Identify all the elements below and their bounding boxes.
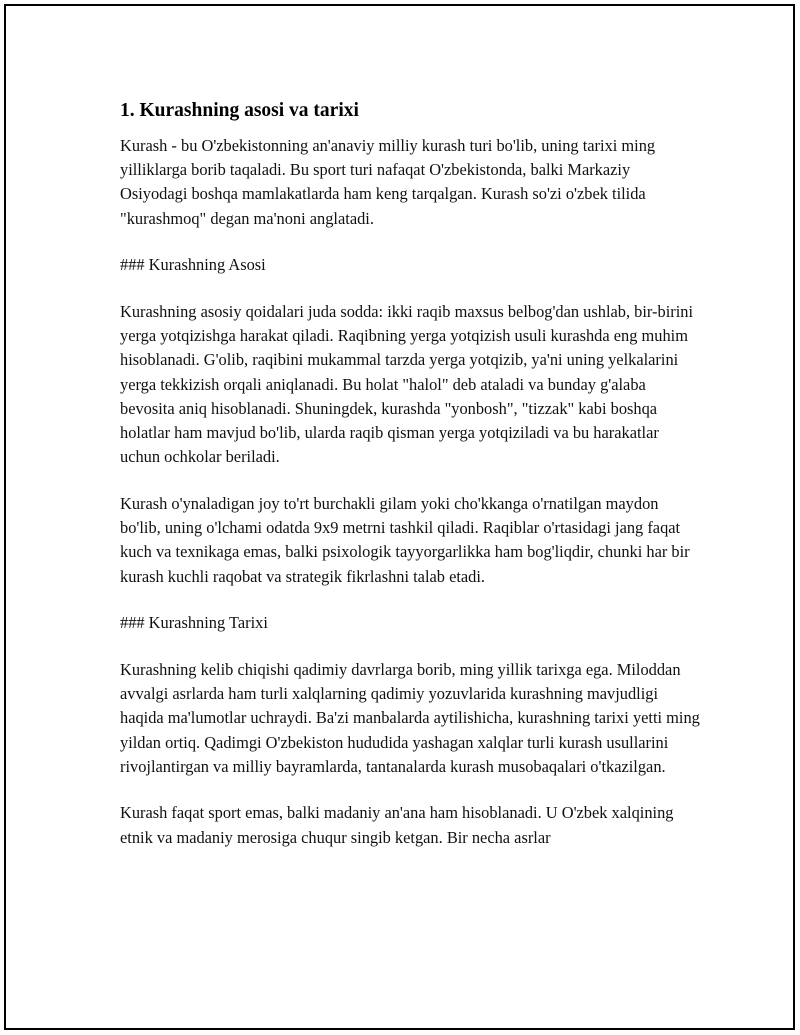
- subheading-asosi: ### Kurashning Asosi: [120, 255, 266, 275]
- paragraph-history: Kurashning kelib chiqishi qadimiy davrlarga borib, ming yillik tarixga ega. Miloddan avvalgi asrlarda ham turli xalqlarning qadimiy yozuvlarida kurashning mavjudligi haqida ma'lumotlar uchraydi. Ba'zi manbalarda aytilishicha, kurashning tarixi yetti ming yildan ortiq. Qadimgi O'zbekiston hududida yashagan xalqlar turli kurash usullarini rivojlantirgan va milliy bayramlarda, tantanalarda kurash musobaqalari o'tkazilgan.: [120, 659, 700, 776]
- paragraph-intro: Kurash - bu O'zbekistonning an'anaviy milliy kurash turi bo'lib, uning tarixi ming yilliklarga borib taqaladi. Bu sport turi nafaqat O'zbekistonda, balki Markaziy Osiyodagi boshqa mamlakatlarda ham keng tarqalgan. Kurash so'zi o'zbek tilida "kurashmoq" degan ma'noni anglatadi.: [120, 136, 656, 228]
- paragraph-arena: Kurash o'ynaladigan joy to'rt burchakli gilam yoki cho'kkanga o'rnatilgan maydon bo'lib, uning o'lchami odatda 9x9 metrni tashkil qiladi. Raqiblar o'rtasidagi jang faqat kuch va texnikaga emas, balki psixologik tayyorgarlikka ham bog'liqdir, chunki har bir kurash kuchli raqobat va strategik fikrlashni talab etadi.: [120, 493, 690, 586]
- page-frame: [4, 4, 795, 1030]
- document-body: [120, 96, 700, 872]
- paragraph-rules: Kurashning asosiy qoidalari juda sodda: ikki raqib maxsus belbog'dan ushlab, bir-birini yerga yotqizishga harakat qiladi. Raqibning yerga yotqizish usuli kurashda eng muhim hisoblanadi. G'olib, raqibini mukammal tarzda yerga yotqizib, ya'ni uning yelkalarini yerga tekkizish orqali aniqlanadi. Bu holat "halol" deb ataladi va bunday g'alaba bevosita aniq hisoblanadi. Shuningdek, kurashda "yonbosh", "tizzak" kabi boshqa holatlar ham mavjud bo'lib, ularda raqib qisman yerga yotqiziladi va bu harakatlar uchun ochkolar beriladi.: [120, 302, 694, 467]
- subheading-tarixi: ### Kurashning Tarixi: [120, 613, 268, 633]
- document-title: 1. Kurashning asosi va tarixi: [120, 100, 359, 121]
- paragraph-culture: Kurash faqat sport emas, balki madaniy an'ana ham hisoblanadi. U O'zbek xalqining etnik va madaniy merosiga chuqur singib ketgan. Bir necha asrlar: [120, 803, 674, 847]
